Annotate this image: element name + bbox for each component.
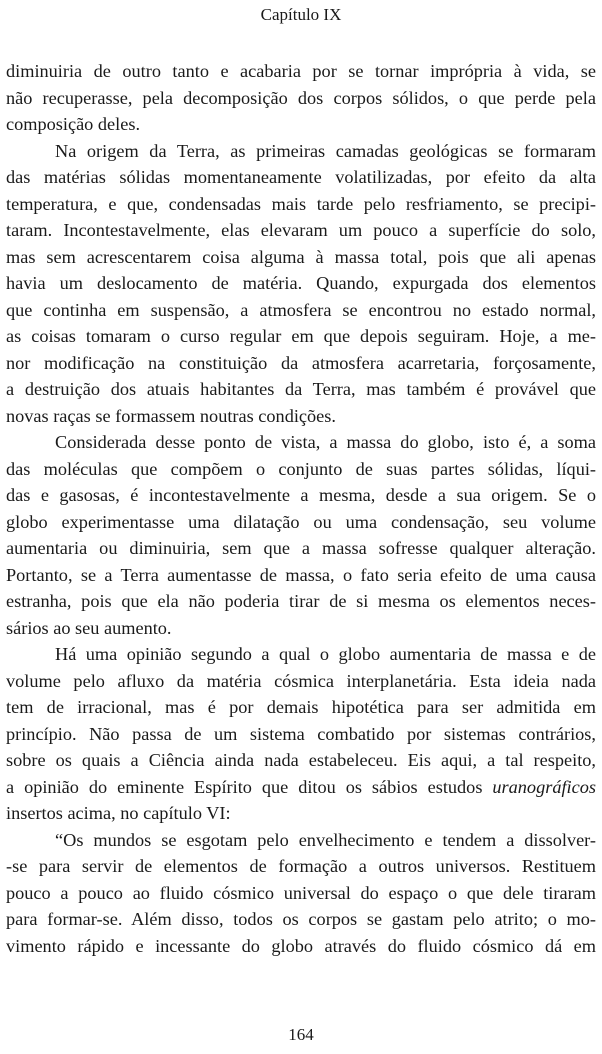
text-line: a destruição dos atuais habitantes da Terra, mas também é provável que [6,379,596,399]
page-body [6,58,596,959]
text-line: globo experimentasse uma dilatação ou uma condensação, seu volume [6,511,596,532]
paragraph-quote [6,827,596,960]
text-segment: a opinião do eminente Espírito que ditou os sábios estudos [6,776,483,797]
running-header [0,4,602,26]
text-line: para formar-se. Além disso, todos os corpos se gastam pelo atrito; o mo- [6,909,596,929]
text-line: -se para servir de elementos de formação a outros universos. Restituem [6,856,596,876]
paragraph [6,138,596,430]
text-line: taram. Incontestavelmente, elas elevaram um pouco a superfície do solo, [6,220,596,240]
text-line: Há uma opinião segundo a qual o globo aumentaria de massa e de [55,644,596,664]
text-line: pouco a pouco ao fluido cósmico universal do espaço o que dele tiraram [6,882,596,903]
text-line: vimento rápido e incessante do globo através do fluido cósmico dá em [6,935,596,956]
text-line: princípio. Não passa de um sistema combatido por sistemas contrários, [6,723,596,744]
chapter-title: Capítulo IX [260,5,342,24]
text-line: insertos acima, no capítulo VI: [6,803,231,823]
text-line: Portanto, se a Terra aumentasse de massa, o fato seria efeito de uma causa [6,564,596,585]
text-line: sários ao seu aumento. [6,617,172,638]
text-line: sobre os quais a Ciência ainda nada estabeleceu. Eis aqui, a tal respeito, [6,750,596,770]
text-line: “Os mundos se esgotam pelo envelhecimento e tendem a dissolver- [55,829,596,850]
text-line: as coisas tomaram o curso regular em que depois seguiram. Hoje, a me- [6,326,596,346]
text-line: novas raças se formassem noutras condições. [6,405,336,426]
text-line: das moléculas que compõem o conjunto de suas partes sólidas, líqui- [6,458,596,479]
page-number: 164 [288,1025,314,1044]
text-line: aumentaria ou diminuiria, sem que a massa sofresse qualquer alteração. [6,538,596,558]
paragraph [6,641,596,827]
text-line: das matérias sólidas momentaneamente volatilizadas, por efeito da alta [6,167,596,187]
text-line: Considerada desse ponto de vista, a massa do globo, isto é, a soma [55,432,596,452]
text-line: diminuiria de outro tanto e acabaria por se tornar imprópria à vida, se [6,61,596,81]
italic-term: uranográficos [492,776,596,797]
text-line: estranha, pois que ela não poderia tirar de si mesma os elementos neces- [6,591,596,611]
text-line: havia um deslocamento de matéria. Quando, expurgada dos elementos [6,273,596,293]
text-line: das e gasosas, é incontestavelmente a mesma, desde a sua origem. Se o [6,485,596,505]
text-line: Na origem da Terra, as primeiras camadas geológicas se formaram [55,140,596,161]
text-line: volume pelo afluxo da matéria cósmica interplanetária. Esta ideia nada [6,670,596,691]
text-line: que continha em suspensão, a atmosfera se encontrou no estado normal, [6,299,596,320]
text-line: temperatura, e que, condensadas mais tarde pelo resfriamento, se precipi- [6,193,596,214]
text-line: tem de irracional, mas é por demais hipotética para ser admitida em [6,697,596,717]
page-footer [0,1024,602,1046]
text-line: nor modificação na constituição da atmosfera acarretaria, forçosamente, [6,352,596,373]
text-line: mas sem acrescentarem coisa alguma à massa total, pois que ali apenas [6,246,596,267]
text-line: não recuperasse, pela decomposição dos corpos sólidos, o que perde pela [6,87,596,108]
paragraph [6,58,596,138]
text-line: composição deles. [6,114,141,134]
paragraph [6,429,596,641]
text-line-with-italic [6,774,596,801]
